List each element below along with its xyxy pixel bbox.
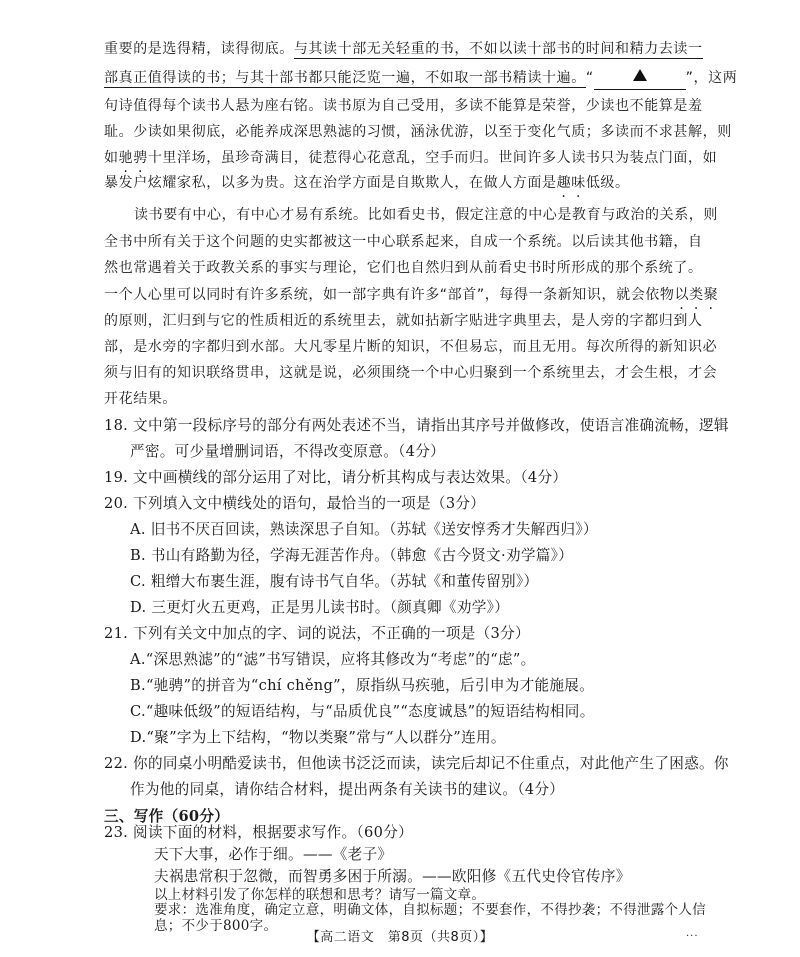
- writing-prompt: 以上材料引发了你怎样的联想和思考？请写一篇文章。: [154, 887, 486, 903]
- question-22: 22. 你的同桌小明酷爱读书，但他读书泛泛而读，读完后却记不住重点，对此他产生了困惑。你: [104, 755, 729, 772]
- question-21: 21. 下列有关文中加点的字、词的说法，不正确的一项是（3分）: [104, 625, 530, 642]
- passage-line: 句诗值得每个读书人悬为座右铭。读书原为自己受用，多读不能算是荣誉，少读也不能算是羞: [104, 98, 703, 114]
- question-20-option-d: D. 三更灯火五更鸡，正是男儿读书时。（颜真卿《劝学》）: [130, 599, 510, 616]
- passage-text: 如: [104, 150, 119, 166]
- passage-text: 重要的是选得精，读得彻底。: [104, 41, 294, 57]
- passage-line: 然也常遇着关于政教关系的事实与理论，它们也自然归到从前看史书时所形成的那个系统了。: [104, 260, 703, 276]
- question-22-cont: 作为他的同桌，请你结合材料，提出两条有关读书的建议。（4分）: [130, 781, 565, 798]
- passage-line: [104, 284, 718, 306]
- passage-line: 的原则，汇归到与它的性质相近的系统里去，就如拈新字贴进字典里去，是人旁的字都归到人: [104, 313, 703, 329]
- passage-line: [104, 172, 630, 194]
- question-21-option-d: D.“聚”字为上下结构，“物以类聚”常与“人以群分”连用。: [130, 729, 506, 746]
- page-footer: 【高二语文 第8页（共8页）】: [306, 930, 494, 945]
- passage-line: 开花结果。: [104, 391, 177, 407]
- quote-mark: “: [585, 70, 594, 86]
- question-23: 23. 阅读下面的材料，根据要求写作。（60分）: [104, 824, 414, 841]
- question-19: 19. 文中画横线的部分运用了对比，请分析其构成与表达效果。（4分）: [104, 469, 568, 486]
- dotted-char: 聚: [703, 287, 719, 303]
- dotted-char: 味: [571, 175, 586, 191]
- dotted-char: 趣: [556, 175, 572, 191]
- question-18: 18. 文中第一段标序号的部分有两处表述不当，请指出其序号并做修改，使语言准确流畅，逻辑: [104, 417, 729, 434]
- corner-marks: ...: [686, 928, 699, 939]
- section-heading: 三、写作（60分）: [104, 808, 230, 825]
- question-20-option-b: B. 书山有路勤为径，学海无涯苦作舟。（韩愈《古今贤文·劝学篇》）: [130, 547, 574, 564]
- question-21-option-a: A.“深思熟滤”的“滤”书写错误，应将其修改为“考虑”的“虑”。: [130, 651, 536, 668]
- passage-line: 读书要有中心，有中心才易有系统。比如看史书，假定注意的中心是教育与政治的关系，则: [134, 207, 718, 223]
- dotted-char: 类: [689, 287, 704, 303]
- question-20-option-c: C. 粗缯大布裹生涯，腹有诗书气自华。（苏轼《和董传留别》）: [130, 573, 539, 590]
- dotted-char: 驰: [118, 150, 134, 166]
- passage-text: 耻。少读如果彻底，必能养成深思熟滤的习惯，涵泳优游，以至于变化气质；多读而不求甚解，则: [104, 124, 732, 140]
- passage-text: 暴发户炫耀家私，以多为贵。这在治学方面是自欺欺人，在做人方面是: [104, 175, 557, 191]
- question-18-cont: 严密。可少量增删词语，不得改变原意。（4分）: [130, 443, 446, 460]
- writing-requirements-tail: 息；不少于800字。: [154, 918, 278, 934]
- passage-text: 低级。: [585, 175, 630, 191]
- passage-line: [104, 38, 703, 60]
- passage-line: [104, 147, 717, 169]
- passage-text: 十里洋场，虽珍奇满目，徒惹得心花意乱，空手而归。世间许多人读书只为装点门面，如: [147, 150, 718, 166]
- question-20-option-a: A. 旧书不厌百回读，熟读深思子自知。（苏轼《送安惇秀才失解西归》）: [130, 521, 598, 538]
- question-21-option-b: B.“驰骋”的拼音为“chí chěng”，原指纵马疾驰，后引申为才能施展。: [130, 677, 595, 694]
- passage-text: 一个人心里可以同时有许多系统，如一部字典有许多“部首”，每得一条新知识，就会依物: [104, 287, 675, 303]
- underlined-text: 部真正值得读的书；与其十部书都只能泛览一遍，不如取一部书精读十遍。: [104, 70, 586, 86]
- passage-text: ”，这两: [685, 70, 738, 86]
- question-21-option-c: C.“趣味低级”的短语结构，与“品质优良”“态度诚恳”的短语结构相同。: [130, 703, 595, 720]
- dotted-char: 以: [674, 287, 690, 303]
- quote-laozi: 天下大事，必作于细。——《老子》: [154, 846, 393, 863]
- question-20: 20. 下列填入文中横线处的语句，最恰当的一项是（3分）: [104, 495, 486, 512]
- triangle-icon: [633, 69, 647, 81]
- writing-requirements: 要求：选准角度，确定立意，明确文体，自拟标题；不要套作，不得抄袭；不得泄露个人信息；不少于800字。: [154, 902, 706, 934]
- passage-line: 须与旧有的知识联络贯串，这就是说，必须围绕一个中心归聚到一个系统里去，才会生根，才会: [104, 365, 718, 381]
- underlined-text: 与其读十部无关轻重的书，不如以读十部书的时间和精力去读一: [293, 41, 703, 57]
- passage-line: [104, 67, 737, 90]
- dotted-char: 骋: [133, 150, 148, 166]
- passage-line: [104, 121, 732, 143]
- quote-ouyangxiu: 夫祸患常积于忽微，而智勇多困于所溺。——欧阳修《五代史伶官传序》: [154, 868, 631, 885]
- passage-line: 部，是水旁的字都归到水部。大凡零星片断的知识，不但易忘，而且无用。每次所得的新知识必: [104, 339, 718, 355]
- answer-blank: [594, 67, 686, 90]
- passage-line: 全书中所有关于这个问题的史实都被这一中心联系起来，自成一个系统。以后读其他书籍，自: [104, 234, 703, 250]
